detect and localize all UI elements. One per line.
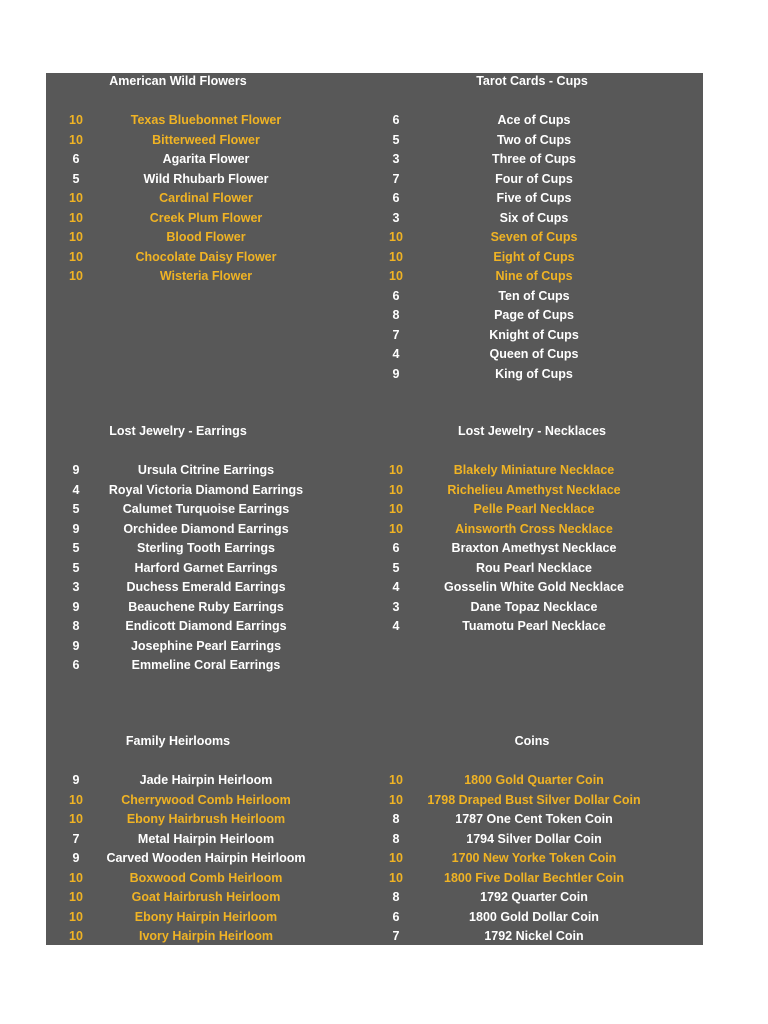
- item-name: Goat Hairbrush Heirloom: [131, 890, 281, 904]
- item-count: 10: [389, 773, 403, 787]
- item-count: 6: [392, 191, 400, 205]
- item-count: 10: [69, 249, 83, 264]
- item-count: 8: [392, 812, 400, 826]
- item-name: Endicott Diamond Earrings: [125, 619, 287, 633]
- item-count: 5: [392, 560, 400, 575]
- item-name: Agarita Flower: [162, 152, 250, 166]
- item-name: Chocolate Daisy Flower: [135, 249, 277, 264]
- item-count: 10: [69, 113, 83, 127]
- item-count: 9: [72, 463, 80, 477]
- item-count: 3: [72, 580, 80, 594]
- item-count: 10: [69, 210, 83, 225]
- item-name: Orchidee Diamond Earrings: [123, 521, 289, 536]
- item-name: Dane Topaz Necklace: [470, 599, 598, 614]
- item-name: Knight of Cups: [489, 327, 579, 342]
- item-name: Ainsworth Cross Necklace: [455, 521, 613, 536]
- item-name: Seven of Cups: [490, 230, 578, 244]
- item-name: Josephine Pearl Earrings: [130, 638, 282, 653]
- item-count: 7: [392, 171, 400, 186]
- item-name: Emmeline Coral Earrings: [131, 658, 281, 672]
- right-section-title: Coins: [514, 734, 550, 748]
- item-count: 9: [72, 638, 80, 653]
- item-name: Eight of Cups: [493, 249, 575, 264]
- item-count: 4: [392, 347, 400, 361]
- item-name: Pelle Pearl Necklace: [473, 502, 595, 516]
- item-name: Nine of Cups: [495, 269, 573, 283]
- item-count: 8: [72, 619, 80, 633]
- item-count: 5: [72, 171, 80, 186]
- item-count: 7: [72, 831, 80, 846]
- item-name: Ursula Citrine Earrings: [137, 463, 275, 477]
- item-name: Blakely Miniature Necklace: [453, 463, 615, 477]
- item-name: Royal Victoria Diamond Earrings: [108, 482, 304, 497]
- item-count: 10: [389, 269, 403, 283]
- item-count: 6: [72, 658, 80, 672]
- item-count: 10: [389, 851, 403, 865]
- item-count: 8: [392, 831, 400, 846]
- item-name: 1800 Gold Quarter Coin: [464, 773, 604, 787]
- item-count: 10: [69, 230, 83, 244]
- item-name: Beauchene Ruby Earrings: [128, 599, 284, 614]
- item-count: 7: [392, 929, 400, 943]
- item-count: 4: [392, 619, 400, 633]
- item-name: 1800 Five Dollar Bechtler Coin: [444, 870, 624, 885]
- item-count: 10: [389, 870, 403, 885]
- item-count: 10: [389, 792, 403, 807]
- item-count: 6: [392, 113, 400, 127]
- item-count: 7: [392, 327, 400, 342]
- item-count: 4: [392, 580, 400, 594]
- item-count: 10: [69, 132, 83, 147]
- item-count: 10: [389, 521, 403, 536]
- item-name: Duchess Emerald Earrings: [126, 580, 286, 594]
- item-name: Richelieu Amethyst Necklace: [447, 482, 621, 497]
- item-count: 10: [69, 792, 83, 807]
- item-name: Texas Bluebonnet Flower: [130, 113, 282, 127]
- item-count: 5: [72, 541, 80, 555]
- item-count: 10: [69, 812, 83, 826]
- item-count: 6: [392, 909, 400, 924]
- item-count: 9: [72, 599, 80, 614]
- item-name: Two of Cups: [496, 132, 572, 147]
- item-name: 1794 Silver Dollar Coin: [466, 831, 602, 846]
- item-name: Five of Cups: [496, 191, 572, 205]
- item-count: 10: [69, 890, 83, 904]
- item-name: Creek Plum Flower: [149, 210, 263, 225]
- item-count: 3: [392, 210, 400, 225]
- item-name: Ace of Cups: [497, 113, 571, 127]
- item-name: Page of Cups: [494, 308, 574, 322]
- item-name: Rou Pearl Necklace: [475, 560, 593, 575]
- item-name: Sterling Tooth Earrings: [137, 541, 275, 555]
- item-name: Carved Wooden Hairpin Heirloom: [106, 851, 306, 865]
- item-name: Six of Cups: [499, 210, 569, 225]
- item-count: 5: [72, 502, 80, 516]
- item-name: Queen of Cups: [489, 347, 579, 361]
- item-count: 5: [72, 560, 80, 575]
- item-name: 1787 One Cent Token Coin: [455, 812, 613, 826]
- item-count: 8: [392, 308, 400, 322]
- item-count: 6: [392, 288, 400, 303]
- item-count: 9: [72, 521, 80, 536]
- item-count: 10: [69, 929, 83, 943]
- item-name: 1798 Draped Bust Silver Dollar Coin: [427, 792, 641, 807]
- item-count: 4: [72, 482, 80, 497]
- item-name: King of Cups: [495, 366, 573, 381]
- item-count: 10: [389, 249, 403, 264]
- left-section-title: Family Heirlooms: [125, 734, 231, 748]
- item-name: Cardinal Flower: [159, 191, 253, 205]
- item-name: Braxton Amethyst Necklace: [451, 541, 617, 555]
- item-name: 1792 Quarter Coin: [480, 890, 588, 904]
- item-count: 9: [72, 773, 80, 787]
- item-count: 3: [392, 599, 400, 614]
- item-name: Three of Cups: [491, 152, 577, 166]
- item-count: 10: [389, 230, 403, 244]
- item-name: Tuamotu Pearl Necklace: [462, 619, 606, 633]
- item-count: 10: [69, 191, 83, 205]
- right-section-title: Lost Jewelry - Necklaces: [458, 424, 606, 438]
- item-count: 6: [72, 152, 80, 166]
- item-count: 10: [69, 909, 83, 924]
- item-name: Gosselin White Gold Necklace: [444, 580, 624, 594]
- left-section-title: American Wild Flowers: [109, 74, 247, 88]
- item-count: 10: [69, 269, 83, 283]
- item-count: 6: [392, 541, 400, 555]
- item-name: Bitterweed Flower: [152, 132, 260, 147]
- right-section-title: Tarot Cards - Cups: [476, 74, 588, 88]
- left-section-title: Lost Jewelry - Earrings: [109, 424, 247, 438]
- item-count: 10: [389, 502, 403, 516]
- item-name: Calumet Turquoise Earrings: [122, 502, 290, 516]
- item-count: 9: [392, 366, 400, 381]
- item-count: 10: [69, 870, 83, 885]
- item-name: Cherrywood Comb Heirloom: [121, 792, 291, 807]
- item-name: Metal Hairpin Heirloom: [137, 831, 275, 846]
- item-count: 10: [389, 482, 403, 497]
- item-name: Boxwood Comb Heirloom: [129, 870, 283, 885]
- item-name: 1700 New Yorke Token Coin: [451, 851, 617, 865]
- item-name: Four of Cups: [495, 171, 573, 186]
- item-name: Jade Hairpin Heirloom: [139, 773, 273, 787]
- item-name: 1792 Nickel Coin: [484, 929, 584, 943]
- item-name: Harford Garnet Earrings: [134, 560, 278, 575]
- item-name: Wild Rhubarb Flower: [143, 171, 269, 186]
- item-name: Blood Flower: [166, 230, 246, 244]
- item-count: 9: [72, 851, 80, 865]
- item-name: Wisteria Flower: [159, 269, 253, 283]
- item-name: 1800 Gold Dollar Coin: [469, 909, 599, 924]
- item-name: Ten of Cups: [498, 288, 570, 303]
- item-count: 3: [392, 152, 400, 166]
- item-name: Ebony Hairbrush Heirloom: [126, 812, 286, 826]
- item-name: Ivory Hairpin Heirloom: [138, 929, 274, 943]
- item-count: 8: [392, 890, 400, 904]
- item-count: 10: [389, 463, 403, 477]
- collectibles-sheet: [46, 73, 703, 945]
- item-name: Ebony Hairpin Heirloom: [134, 909, 278, 924]
- item-count: 5: [392, 132, 400, 147]
